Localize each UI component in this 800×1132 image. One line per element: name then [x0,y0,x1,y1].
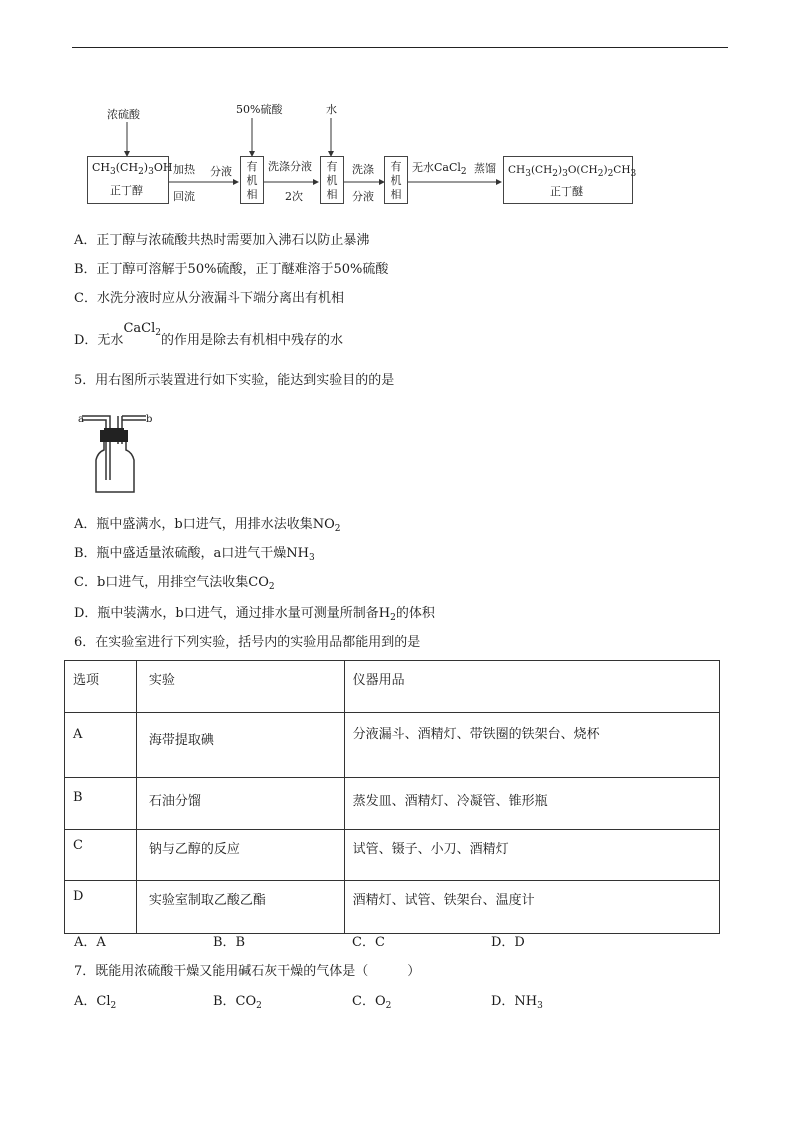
row-option: C [65,830,137,881]
q6-table [64,660,720,934]
box3-char: 机 [390,174,402,187]
header-option: 选项 [65,661,137,713]
organic-phase-box-3 [384,156,408,204]
step-reflux: 回流 [173,190,195,203]
q4-option-b: B．正丁醇可溶解于50%硫酸，正丁醚难溶于50%硫酸 [74,262,389,277]
box1-char: 相 [246,188,258,201]
q4-option-d: D．无水CaCl$_2$的作用是除去有机相中残存的水 [74,321,343,348]
step-distill: 蒸馏 [474,162,496,175]
label-50-sulfuric: 50%硫酸 [236,103,283,116]
step-separate-2: 分液 [352,190,374,203]
q6-choice-d: D．D [491,935,525,950]
box3-char: 相 [390,188,402,201]
box2-char: 机 [326,174,338,187]
row-experiment: 海带提取碘 [136,713,344,778]
row-experiment: 石油分馏 [136,778,344,830]
end-name: 正丁醚 [550,185,583,198]
q4-option-c: C．水洗分液时应从分液漏斗下端分离出有机相 [74,291,344,306]
step-wash-separate: 洗涤分液 [268,160,312,173]
start-formula: $CH_3(CH_2)_3OH$ [92,161,173,177]
step-twice: 2次 [285,190,303,203]
q7-stem: 7．既能用浓硫酸干燥又能用碱石灰干燥的气体是（ ） [74,964,421,979]
row-option: D [65,881,137,934]
table-row [65,713,720,778]
start-box [87,156,173,204]
step-separate: 分液 [210,165,232,178]
row-experiment: 钠与乙醇的反应 [136,830,344,881]
table-row [65,778,720,830]
step-heat: 加热 [173,163,195,176]
end-formula: $CH_3(CH_2)_3O(CH_2)_2CH_3$ [508,164,637,179]
box3-char: 有 [390,160,402,173]
q7-choice-d: D．$NH_3$ [491,994,543,1011]
table-header-row [65,661,720,713]
q7-choice-c: C．$O_2$ [352,994,392,1011]
start-name: 正丁醇 [110,184,143,197]
q7-choice-a: A．$Cl_2$ [74,994,117,1011]
step-wash: 洗涤 [352,163,374,176]
step-cacl2: 无水CaCl$_2$ [412,161,467,177]
organic-phase-box-1 [240,156,264,204]
q6-choice-b: B．B [213,935,246,950]
table-row [65,830,720,881]
row-equipment: 酒精灯、试管、铁架台、温度计 [344,881,719,934]
header-equipment: 仪器用品 [344,661,719,713]
box1-char: 机 [246,174,258,187]
row-option: B [65,778,137,830]
row-experiment: 实验室制取乙酸乙酯 [136,881,344,934]
end-box [503,156,637,204]
table-row [65,881,720,934]
port-b-label: b [146,414,153,425]
row-equipment: 分液漏斗、酒精灯、带铁圈的铁架台、烧杯 [344,713,719,778]
gas-bottle-icon [76,410,156,500]
q5-option-a: A．瓶中盛满水，b口进气，用排水法收集$NO_2$ [74,517,341,534]
q5-option-b: B．瓶中盛适量浓硫酸，a口进气干燥$NH_3$ [74,546,315,563]
q5-option-c: C．b口进气，用排空气法收集$CO_2$ [74,575,275,592]
q6-choice-c: C．C [352,935,385,950]
label-conc-sulfuric: 浓硫酸 [107,108,140,121]
header-experiment: 实验 [136,661,344,713]
q7-choice-b: B．$CO_2$ [213,994,262,1011]
box2-char: 有 [326,160,338,173]
q6-choice-a: A．A [74,935,106,950]
row-equipment: 蒸发皿、酒精灯、冷凝管、锥形瓶 [344,778,719,830]
row-option: A [65,713,137,778]
box1-char: 有 [246,160,258,173]
port-a-label: a [78,414,84,425]
q6-stem: 6．在实验室进行下列实验，括号内的实验用品都能用到的是 [74,635,421,650]
row-equipment: 试管、镊子、小刀、酒精灯 [344,830,719,881]
label-water: 水 [326,103,337,116]
organic-phase-box-2 [320,156,344,204]
q5-stem: 5．用右图所示装置进行如下实验，能达到实验目的的是 [74,373,395,388]
q5-option-d: D．瓶中装满水，b口进气，通过排水量可测量所制备$H_2$的体积 [74,606,435,623]
q4-option-a: A．正丁醇与浓硫酸共热时需要加入沸石以防止暴沸 [74,233,370,248]
q4-option-d-chem: CaCl$_2$ [123,321,161,338]
box2-char: 相 [326,188,338,201]
